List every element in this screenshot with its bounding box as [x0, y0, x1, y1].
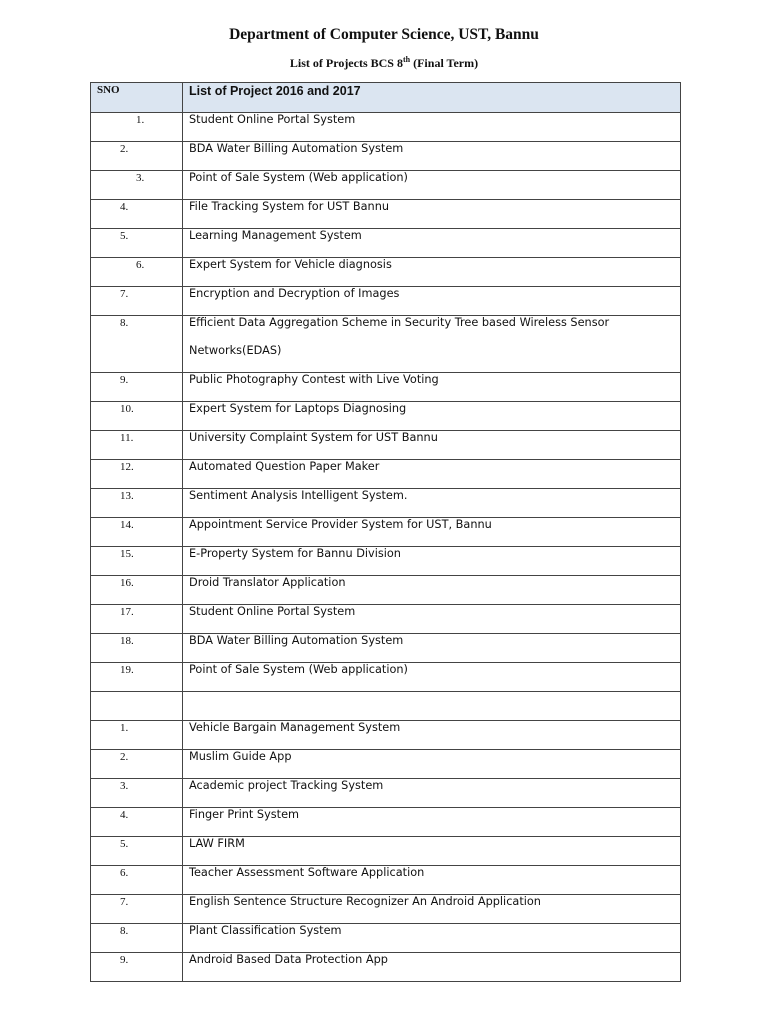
sno-cell [91, 837, 183, 866]
sno-value: 10. [120, 403, 134, 415]
project-name: Expert System for Laptops Diagnosing [189, 402, 407, 415]
sno-cell [91, 634, 183, 663]
project-name: Teacher Assessment Software Application [189, 866, 425, 879]
sno-value: 12. [120, 461, 134, 473]
sno-value: 18. [120, 635, 134, 647]
sno-cell [91, 866, 183, 895]
sno-cell [91, 953, 183, 982]
sno-value: 6. [120, 867, 129, 879]
sno-cell [91, 229, 183, 258]
sno-cell [91, 779, 183, 808]
sno-cell [91, 200, 183, 229]
sno-cell [91, 431, 183, 460]
project-name: University Complaint System for UST Bannu [189, 431, 438, 444]
sno-value: 8. [120, 317, 129, 329]
sno-cell [91, 576, 183, 605]
sno-cell [91, 518, 183, 547]
project-cell [183, 953, 681, 982]
sno-cell [91, 721, 183, 750]
page-subtitle [0, 55, 768, 71]
sno-cell [91, 113, 183, 142]
projects-table [90, 82, 681, 982]
sno-value: 9. [120, 374, 129, 386]
sno-cell [91, 171, 183, 200]
sno-value: 3. [136, 172, 145, 184]
sno-value: 16. [120, 577, 134, 589]
projects-table-body [91, 83, 681, 982]
sno-value: 2. [120, 143, 129, 155]
sno-cell [91, 489, 183, 518]
project-name: English Sentence Structure Recognizer An Android Application [189, 895, 541, 908]
project-name: Plant Classification System [189, 924, 342, 937]
sno-cell [91, 924, 183, 953]
sno-value: 4. [120, 809, 129, 821]
project-name: Appointment Service Provider System for UST, Bannu [189, 518, 492, 531]
sno-value: 2. [120, 751, 129, 763]
sno-cell [91, 663, 183, 692]
page-title: Department of Computer Science, UST, Bannu [229, 26, 539, 43]
sno-cell [91, 895, 183, 924]
sno-cell [91, 605, 183, 634]
project-name: E-Property System for Bannu Division [189, 547, 401, 560]
project-name: Droid Translator Application [189, 576, 346, 589]
sno-value: 7. [120, 896, 129, 908]
sno-cell [91, 750, 183, 779]
project-name [183, 684, 680, 685]
sno-value: 1. [136, 114, 145, 126]
sno-value: 9. [120, 954, 129, 966]
table-row [91, 316, 681, 373]
table-row [91, 953, 681, 982]
project-name: Academic project Tracking System [189, 779, 384, 792]
sno-cell [91, 287, 183, 316]
project-name: Public Photography Contest with Live Voting [189, 373, 439, 386]
project-name: Muslim Guide App [189, 750, 292, 763]
project-name: Student Online Portal System [189, 113, 356, 126]
sno-value: 11. [120, 432, 134, 444]
sno-cell [91, 808, 183, 837]
header-project-label: List of Project 2016 and 2017 [189, 84, 361, 98]
project-name: Expert System for Vehicle diagnosis [189, 258, 392, 271]
project-name: Point of Sale System (Web application) [189, 663, 408, 676]
sno-value: 14. [120, 519, 134, 531]
sno-value: 5. [120, 230, 129, 242]
project-cell [183, 663, 681, 692]
sno-cell [91, 142, 183, 171]
project-name: Finger Print System [189, 808, 300, 821]
sno-value: 5. [120, 838, 129, 850]
sno-cell [91, 258, 183, 287]
project-name: Student Online Portal System [189, 605, 356, 618]
sno-value: 4. [120, 201, 129, 213]
project-name: Automated Question Paper Maker [189, 460, 380, 473]
project-name: BDA Water Billing Automation System [189, 142, 404, 155]
project-name: Learning Management System [189, 229, 362, 242]
project-name: Android Based Data Protection App [189, 953, 388, 966]
subtitle-text: List of Projects BCS 8 [289, 56, 403, 70]
subtitle-superscript: th [402, 55, 411, 64]
header-sno-label: SNO [97, 84, 120, 96]
project-name: Vehicle Bargain Management System [189, 721, 401, 734]
sno-value: 15. [120, 548, 134, 560]
sno-cell [91, 547, 183, 576]
sno-value: 13. [120, 490, 134, 502]
sno-cell [91, 692, 183, 721]
sno-cell [91, 402, 183, 431]
table-row [91, 663, 681, 692]
sno-value: 19. [120, 664, 134, 676]
sno-value: 8. [120, 925, 129, 937]
sno-cell [91, 316, 183, 373]
sno-value: 3. [120, 780, 129, 792]
sno-value: 7. [120, 288, 129, 300]
sno-cell [91, 373, 183, 402]
sno-cell [91, 460, 183, 489]
project-name: LAW FIRM [189, 837, 245, 850]
sno-value: 1. [120, 722, 129, 734]
project-name: BDA Water Billing Automation System [189, 634, 404, 647]
subtitle-suffix: (Final Term) [410, 56, 479, 70]
project-name: Efficient Data Aggregation Scheme in Security Tree based Wireless Sensor Networks(EDAS) [189, 316, 610, 357]
project-name: Point of Sale System (Web application) [189, 171, 408, 184]
sno-value: 17. [120, 606, 134, 618]
project-cell [183, 316, 681, 373]
project-name: Sentiment Analysis Intelligent System. [189, 489, 408, 502]
header-cell-sno [91, 83, 183, 113]
sno-value [91, 692, 182, 693]
sno-value: 6. [136, 259, 145, 271]
project-name: Encryption and Decryption of Images [189, 287, 400, 300]
project-name: File Tracking System for UST Bannu [189, 200, 390, 213]
